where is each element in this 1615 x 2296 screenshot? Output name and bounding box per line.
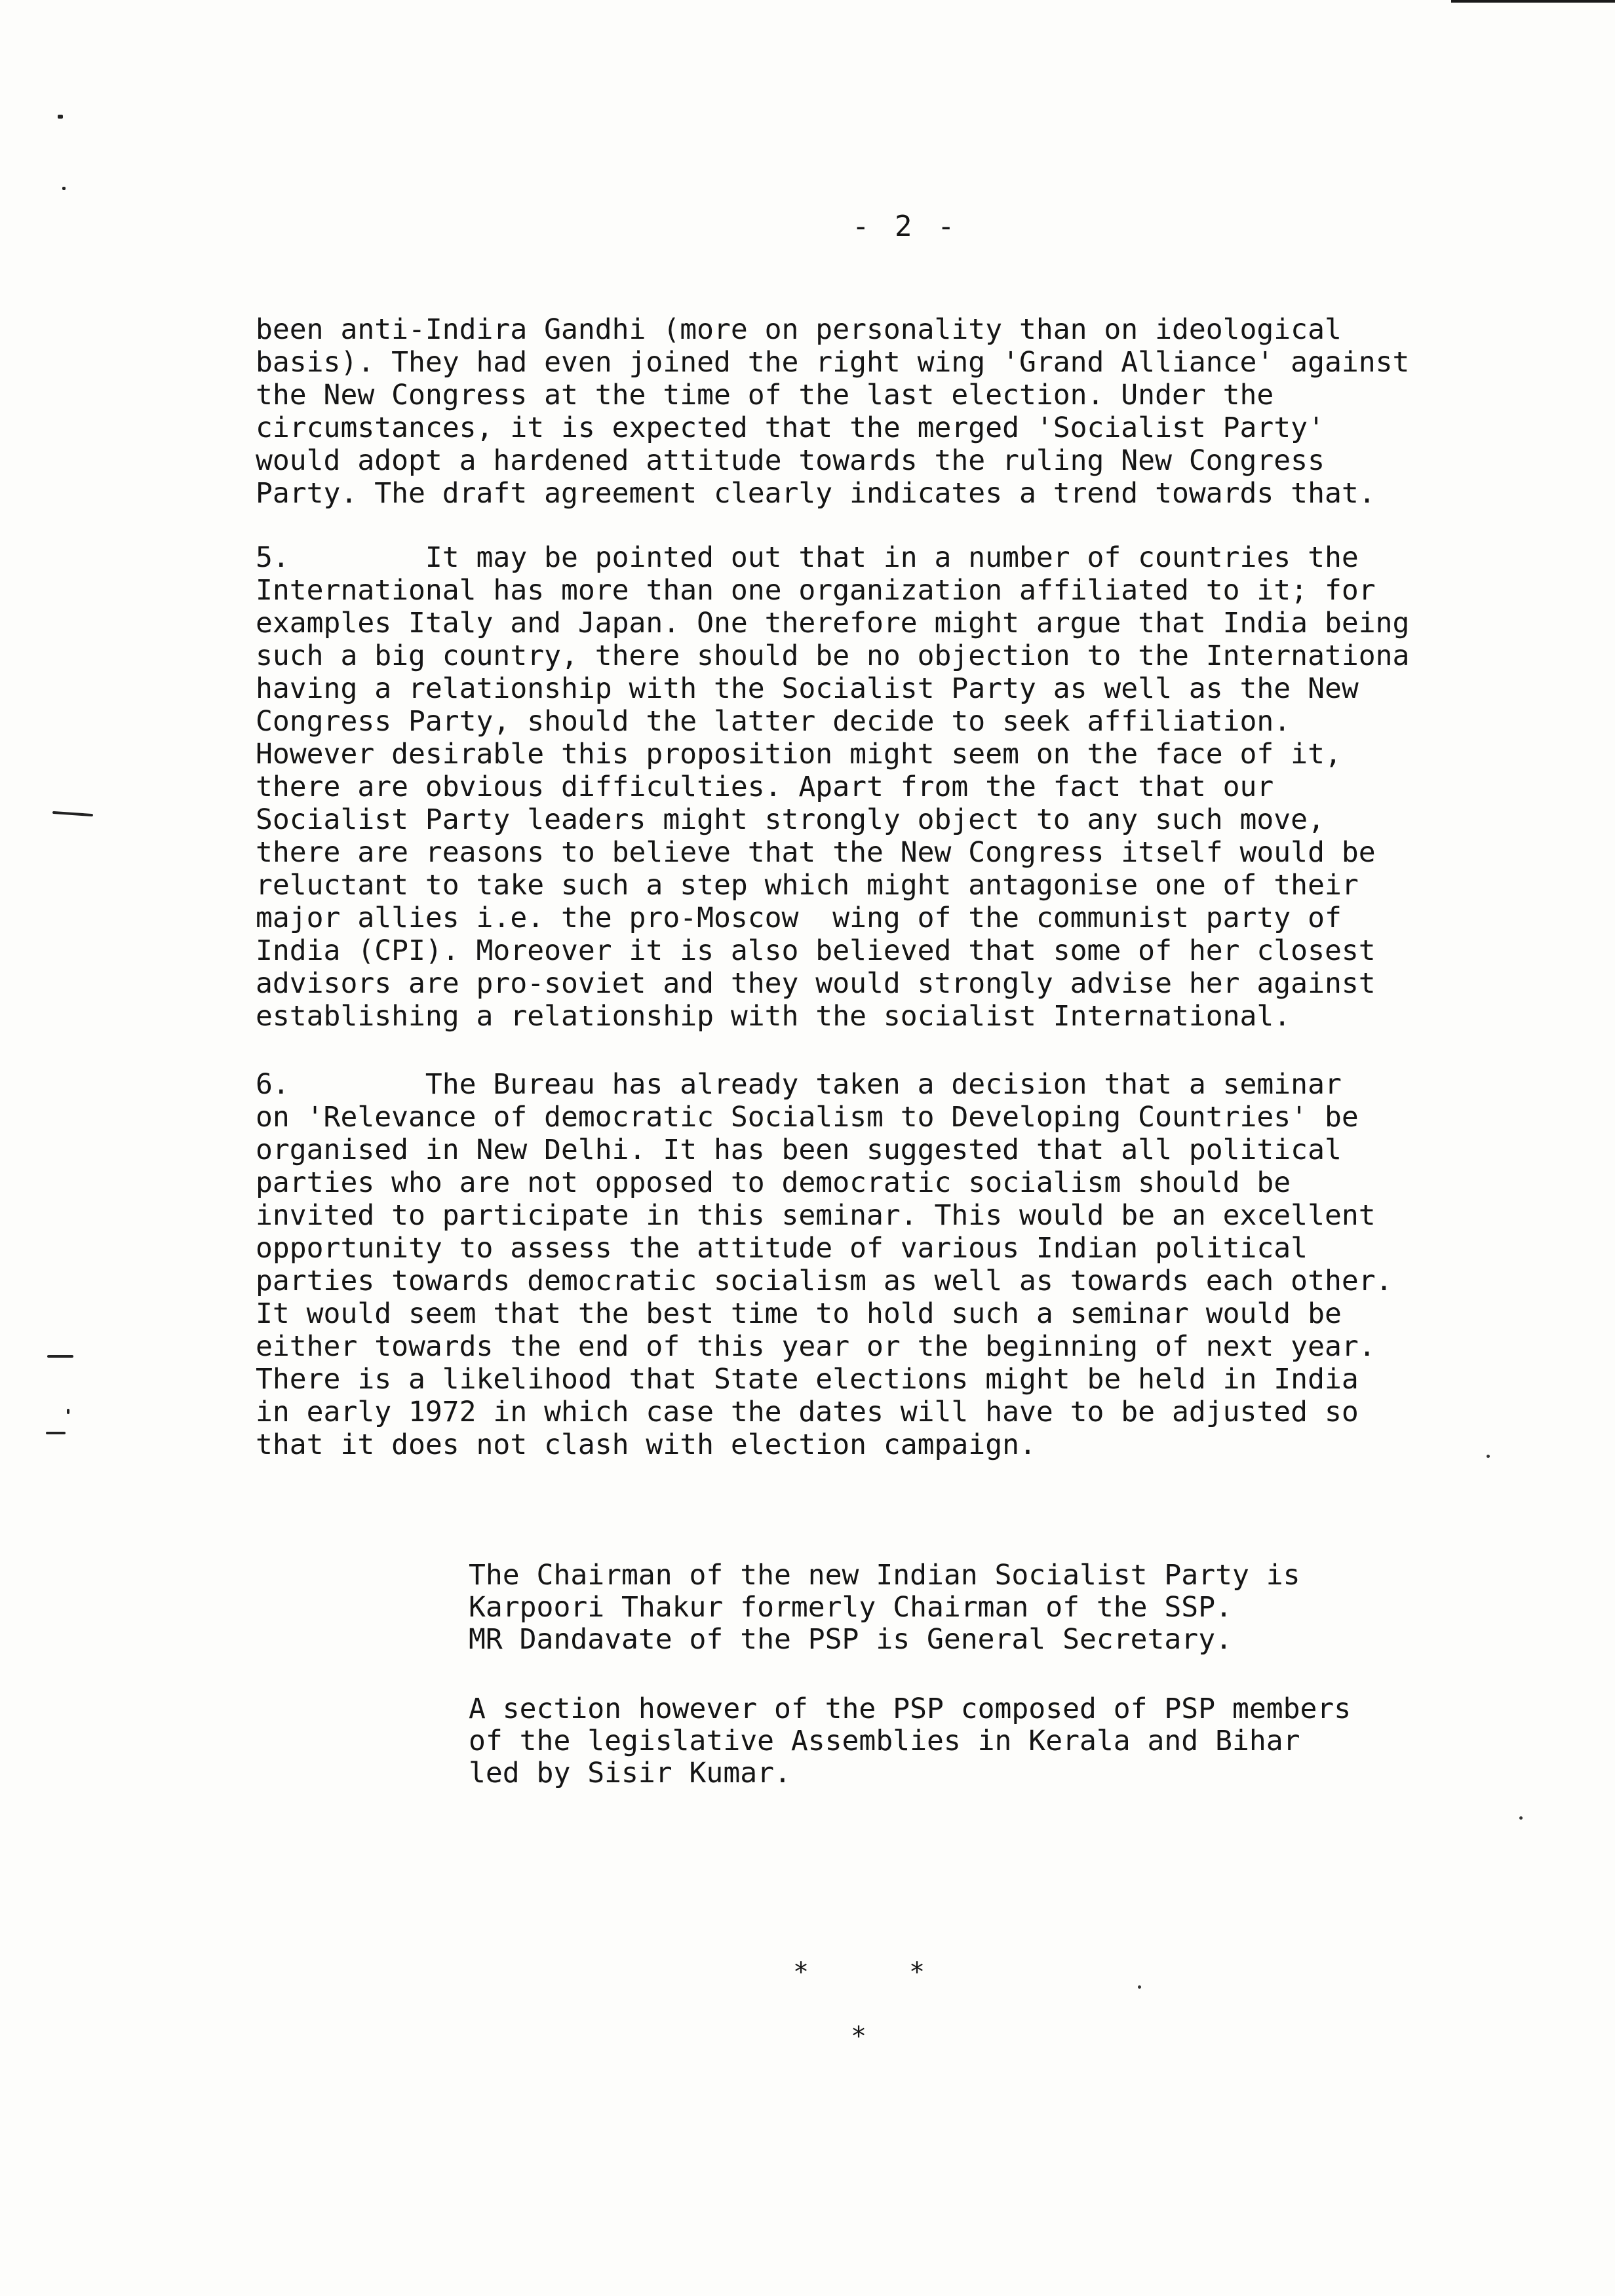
note-chairman: The Chairman of the new Indian Socialist Party is Karpoori Thakur formerly Chairman of the SSP. MR Dandavate of the PSP is General Secretary.: [469, 1559, 1300, 1656]
paragraph-6: 6. The Bureau has already taken a decision that a seminar on 'Relevance of democratic Socialism to Developing Countries' be organised in New Delhi. It has been suggested that all political parties who are not opposed to democratic socialism should be invited to participate in this seminar. This would be an excellent opportunity to assess the attitude of various Indian political parties towards democratic socialism as well as towards each other. It would seem that the best time to hold such a seminar would be either towards the end of this year or the beginning of next year. There is a likelihood that State elections might be held in India in early 1972 in which case the dates will have to be adjusted so that it does not clash with election campaign.: [256, 1068, 1393, 1461]
margin-mark: [62, 187, 66, 190]
speck: [1138, 1985, 1141, 1989]
separator-star: *: [793, 1957, 809, 1987]
margin-mark: [46, 1432, 66, 1434]
separator-star: *: [909, 1957, 925, 1987]
speck: [1519, 1816, 1523, 1820]
note-psp-section: A section however of the PSP composed of PSP members of the legislative Assemblies in Kerala and Bihar led by Sisir Kumar.: [469, 1693, 1352, 1789]
margin-mark: [47, 1355, 73, 1358]
margin-mark: [58, 115, 63, 119]
margin-mark: [67, 1409, 69, 1414]
paragraph-continuation: been anti-Indira Gandhi (more on personality than on ideological basis). They had even joined the right wing 'Grand Alliance' against the New Congress at the time of the last election. Under the circumstances, it is expected that the merged 'Socialist Party' would adopt a hardened attitude towards the ruling New Congress Party. The draft agreement clearly indicates a trend towards that.: [256, 313, 1410, 510]
speck: [1487, 1455, 1490, 1458]
page-number: - 2 -: [852, 210, 959, 243]
top-edge-rule: [1451, 0, 1615, 3]
paragraph-5: 5. It may be pointed out that in a number of countries the International has more than one organization affiliated to it; for examples Italy and Japan. One therefore might argue that India being such a big country, there should be no objection to the Internationa having a relationship with the Socialist Party as well as the New Congress Party, should the latter decide to seek affiliation. However desirable this proposition might seem on the face of it, there are obvious difficulties. Apart from the fact that our Socialist Party leaders might strongly object to any such move, there are reasons to believe that the New Congress itself would be reluctant to take such a step which might antagonise one of their major allies i.e. the pro-Moscow wing of the communist party of India (CPI). Moreover it is also believed that some of her closest advisors are pro-soviet and they would strongly advise her against establishing a relationship with the socialist International.: [256, 541, 1410, 1033]
separator-star: *: [851, 2021, 867, 2052]
margin-mark: [52, 811, 93, 816]
